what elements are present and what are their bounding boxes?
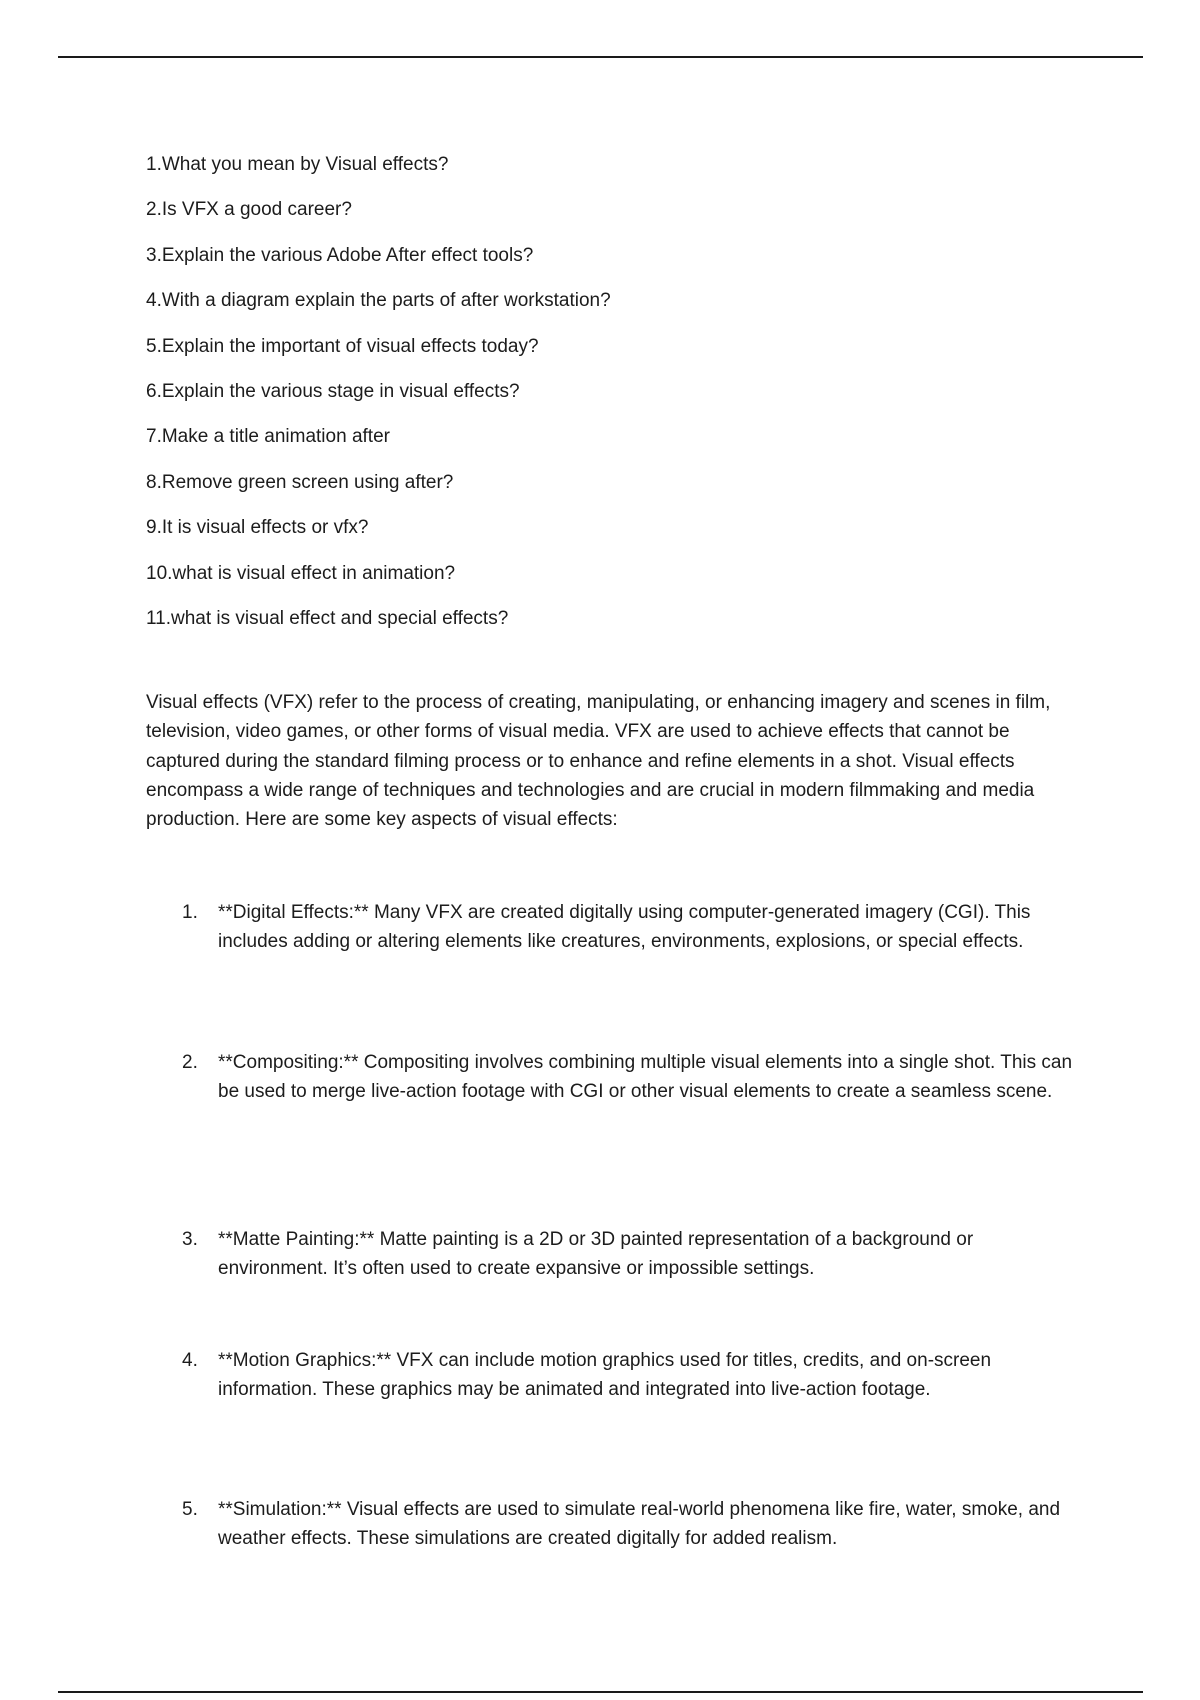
question-list (146, 142, 611, 641)
intro-paragraph: Visual effects (VFX) refer to the process of creating, manipulating, or enhancing imagery and scenes in film, television, video games, or other forms of visual media. VFX are used to achieve effects that cannot be captured during the standard filming process or to enhance and refine elements in a shot. Visual effects encompass a wide range of techniques and technologies and are crucial in modern filmmaking and media production. Here are some key aspects of visual effects: (146, 692, 1051, 831)
question-item: 6.Explain the various stage in visual effects? (146, 380, 520, 402)
aspect-number: 2. (182, 1052, 198, 1073)
aspect-item (146, 1495, 1076, 1554)
aspect-text: **Digital Effects:** Many VFX are created digitally using computer-generated imagery (CGI). This includes adding or altering elements like creatures, environments, explosions, or special effects. (218, 902, 1031, 953)
question-item: 9.It is visual effects or vfx? (146, 517, 369, 539)
header-rule (58, 56, 1143, 58)
question-item: 10.what is visual effect in animation? (146, 562, 456, 584)
aspect-item (146, 1346, 1076, 1405)
question-item: 7.Make a title animation after (146, 426, 390, 448)
aspect-item (146, 1225, 1076, 1284)
aspect-text: **Compositing:** Compositing involves combining multiple visual elements into a single shot. This can be used to merge live-action footage with CGI or other visual elements to create a seamless scene. (218, 1052, 1073, 1103)
aspect-text: **Simulation:** Visual effects are used to simulate real-world phenomena like fire, water, smoke, and weather effects. These simulations are created digitally for added realism. (218, 1499, 1061, 1550)
aspect-number: 3. (182, 1229, 198, 1250)
question-item: 3.Explain the various Adobe After effect tools? (146, 244, 534, 266)
question-item: 5.Explain the important of visual effects today? (146, 335, 539, 357)
question-item: 2.Is VFX a good career? (146, 199, 352, 221)
aspect-item (146, 898, 1076, 957)
aspect-text: **Motion Graphics:** VFX can include motion graphics used for titles, credits, and on-screen information. These graphics may be animated and integrated into live-action footage. (218, 1350, 992, 1401)
question-item: 1.What you mean by Visual effects? (146, 154, 449, 175)
question-item: 8.Remove green screen using after? (146, 471, 454, 493)
aspect-item (146, 1048, 1076, 1107)
aspect-number: 1. (182, 902, 198, 923)
aspect-number: 4. (182, 1350, 198, 1371)
question-item: 4.With a diagram explain the parts of after workstation? (146, 290, 611, 312)
aspect-text: **Matte Painting:** Matte painting is a 2D or 3D painted representation of a background or environment. It’s often used to create expansive or impossible settings. (218, 1229, 974, 1280)
question-item: 11.what is visual effect and special effects? (146, 607, 509, 629)
footer-rule (58, 1691, 1143, 1693)
aspect-number: 5. (182, 1499, 198, 1520)
